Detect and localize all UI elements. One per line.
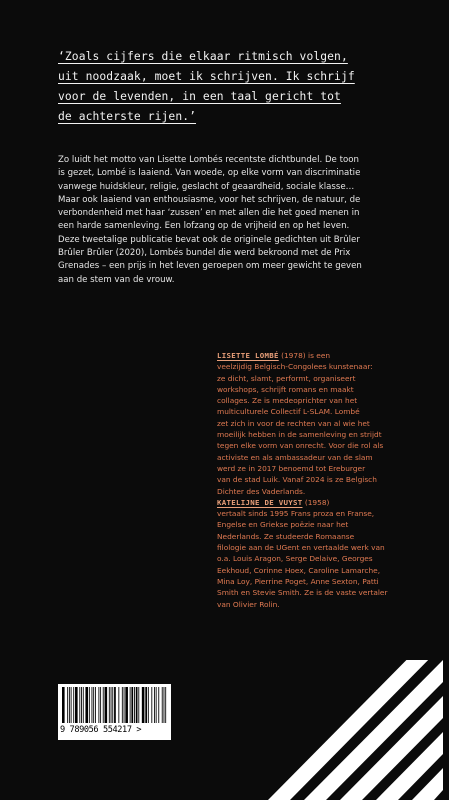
quote-line: de achterste rijen.’	[58, 110, 197, 123]
quote-line: ‘Zoals cijfers die elkaar ritmisch volgen,	[58, 50, 348, 63]
translator-bio-line: Mina Loy, Pierrine Poget, Anne Sexton, Patti	[217, 576, 379, 586]
barcode-bar	[124, 687, 125, 723]
author-years: (1978) is een	[278, 351, 331, 360]
diagonal-stripes-graphic	[268, 660, 443, 800]
description-line: een harde samenleving. Een lofzang op de vrijheid en op het leven.	[58, 221, 350, 232]
barcode-bar	[98, 687, 99, 723]
barcode-bars	[62, 687, 167, 723]
author-bio-line: collages. Ze is medeoprichter van het	[217, 396, 358, 406]
author-bio-line: Dichter des Vaderlands.	[217, 486, 306, 496]
barcode-bar	[109, 687, 110, 723]
barcode-bar	[148, 687, 149, 723]
translator-bio-first-line	[217, 497, 417, 508]
barcode-bar	[112, 687, 113, 723]
translator-name: KATELIJNE DE VUYST	[217, 497, 303, 507]
description-line: Deze tweetalige publicatie bevat ook de originele gedichten uit Brûler	[58, 234, 360, 245]
barcode-bar	[136, 687, 138, 723]
barcode-bar	[95, 687, 96, 723]
description-line: aan de stem van de vrouw.	[58, 274, 175, 285]
translator-bio-line: vertaalt sinds 1995 Frans proza en Franse,	[217, 509, 375, 519]
biographies	[217, 350, 417, 610]
author-bio-line: multiculturele Collectif L-SLAM. Lombé	[217, 407, 360, 417]
barcode-bar	[73, 687, 74, 723]
translator-years: (1958)	[302, 497, 330, 507]
barcode-bar	[142, 687, 145, 723]
author-bio-line: van de stad Luik. Vanaf 2024 is ze Belgisch	[217, 475, 377, 485]
barcode-bar	[138, 687, 139, 723]
barcode-bar	[83, 687, 84, 723]
barcode-bar	[89, 687, 90, 723]
description-line: Zo luidt het motto van Lisette Lombés recentste dichtbundel. De toon	[58, 155, 359, 165]
translator-bio-line: Engelse en Griekse poëzie naar het	[217, 520, 349, 530]
author-bio-line: veelzijdig Belgisch-Congolees kunstenaar:	[217, 362, 373, 372]
barcode-bar	[134, 687, 135, 723]
barcode-bar	[92, 687, 93, 723]
description-line: Brûler Brûler (2020), Lombés bundel die werd bekroond met de Prix	[58, 248, 351, 259]
barcode-bar	[156, 687, 157, 723]
barcode-bar	[105, 687, 108, 723]
barcode-bar	[81, 687, 82, 723]
author-bio-line: moeilijk hebben in de samenleving en strijdt	[217, 430, 382, 440]
translator-bio-line: Smith en Stevie Smith. Ze is de vaste vertaler	[217, 588, 388, 598]
author-bio-line: workshops, schrijft romans en maakt	[217, 384, 354, 394]
barcode-bar	[122, 687, 123, 723]
isbn-barcode	[58, 684, 171, 740]
quote-line: voor de levenden, in een taal gericht tot	[58, 90, 341, 103]
barcode-bar	[93, 687, 94, 723]
barcode-bar	[75, 687, 78, 723]
barcode-bar	[154, 687, 155, 723]
author-name: LISETTE LOMBÉ	[217, 351, 279, 360]
barcode-bar	[85, 687, 88, 723]
author-bio-line: ze dicht, slamt, performt, organiseert	[217, 373, 356, 383]
barcode-bar	[131, 687, 133, 723]
barcode-bar	[67, 687, 68, 723]
barcode-bar	[164, 687, 165, 723]
barcode-bar	[62, 687, 65, 723]
barcode-bar	[158, 687, 159, 723]
book-description	[58, 154, 410, 287]
description-line: Maar ook laaiend van enthousiasme, voor het schrijven, de natuur, de	[58, 194, 361, 205]
barcode-bar	[151, 687, 152, 723]
barcode-bar	[79, 687, 80, 723]
barcode-bar	[111, 687, 112, 723]
barcode-bar	[125, 687, 128, 723]
description-line: verbondenheid met haar ‘zussen’ en met allen die het goed menen in	[58, 208, 360, 219]
description-line: is gezet, Lombé is laaiend. Van woede, op elke vorm van discriminatie	[58, 168, 361, 179]
author-bio-line: tegen elke vorm van onrecht. Voor die rol als	[217, 441, 384, 451]
translator-bio-line: Nederlands. Ze studeerde Romaanse	[217, 531, 355, 541]
author-bio-line: zet zich in voor de rechten van al wie het	[217, 418, 370, 428]
barcode-bar	[103, 687, 104, 723]
translator-bio-line: van Olivier Rolin.	[217, 599, 280, 609]
barcode-bar	[69, 687, 70, 723]
quote-line: uit noodzaak, moet ik schrijven. Ik schrijf	[58, 70, 355, 83]
author-bio-line: activiste en als ambassadeur van de slam	[217, 452, 373, 462]
barcode-bar	[162, 687, 163, 723]
barcode-bar	[100, 687, 101, 723]
translator-bio-line: o.a. Louis Aragon, Serge Delaive, Georges	[217, 554, 373, 564]
author-bio-first-line	[217, 350, 417, 361]
barcode-bar	[118, 687, 119, 723]
barcode-bar	[165, 687, 166, 723]
translator-bio-line: filologie aan de UGent en vertaalde werk van	[217, 543, 385, 553]
description-line: vanwege huidskleur, religie, geslacht of geaardheid, sociale klasse…	[58, 181, 355, 192]
isbn-digits: 9 789056 554217 >	[60, 725, 142, 735]
translator-bio-line: Eekhoud, Corinne Hoex, Caroline Lamarche,	[217, 565, 381, 575]
barcode-bar	[130, 687, 131, 723]
barcode-bar	[114, 687, 116, 723]
barcode-bar	[71, 687, 72, 723]
motto-quote	[58, 47, 428, 127]
author-bio-line: werd ze in 2017 benoemd tot Ereburger	[217, 463, 366, 473]
barcode-bar	[145, 687, 147, 723]
description-line: Grenades – een prijs in het leven geroepen om meer gewicht te geven	[58, 261, 362, 272]
